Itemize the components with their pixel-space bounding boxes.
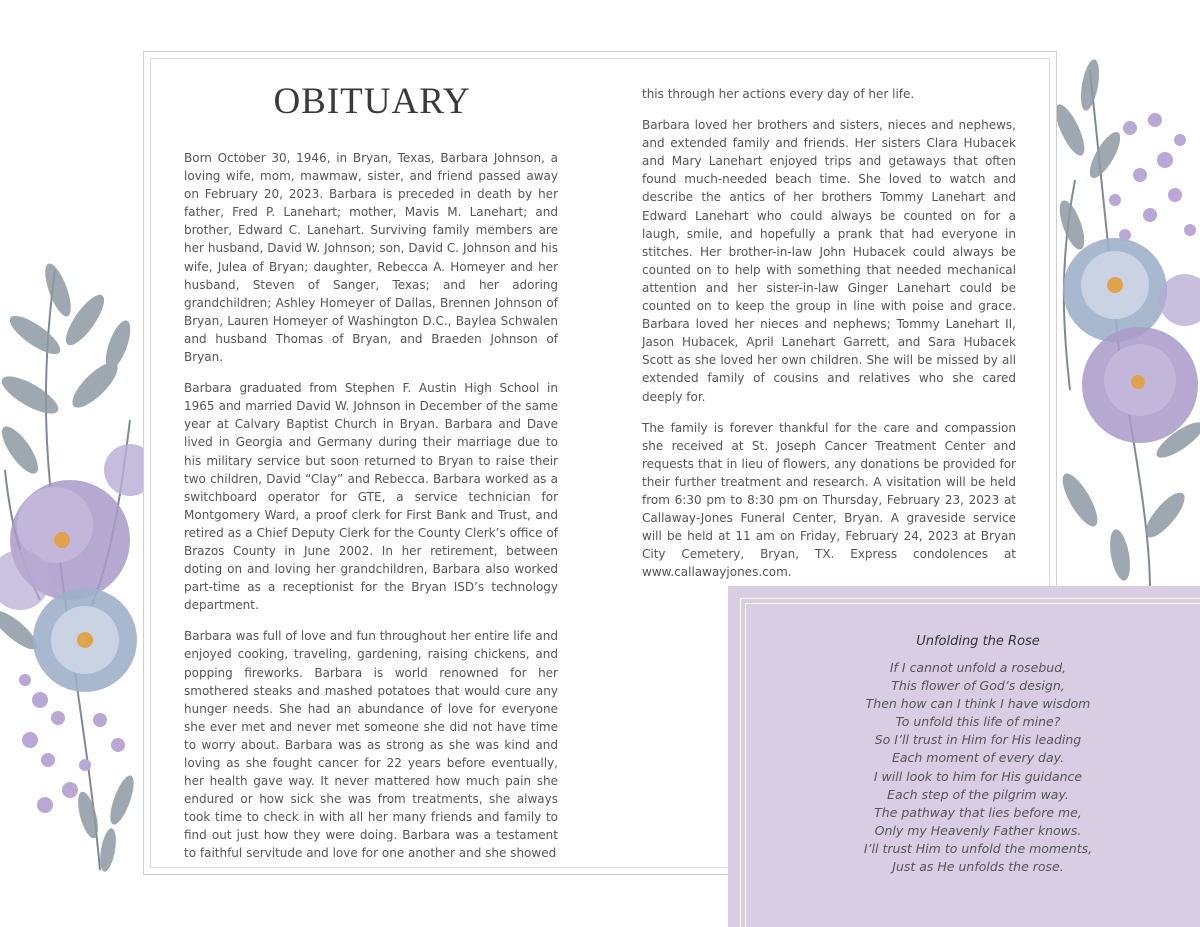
poem-line: To unfold this life of mine?	[895, 714, 1061, 730]
paragraph: this through her actions every day of her life.	[642, 87, 915, 101]
right-flowers	[1063, 238, 1200, 443]
poem-line: If I cannot unfold a rosebud,	[889, 660, 1067, 675]
poem-line: I’ll trust Him to unfold the moments,	[863, 840, 1093, 856]
poem-line: Just as He unfolds the rose.	[892, 859, 1064, 875]
poem-text	[728, 659, 1200, 876]
poem-line: Each step of the pilgrim way.	[887, 786, 1069, 802]
paragraph: Barbara was full of love and fun throughout her entire life and enjoyed cooking, traveling, gardening, raising chickens, and popping fireworks. Barbara is world renowned for her smothered steaks and mashed potatoes that would cure any hunger needs. She had an abundance of love for everyone she ever met and never met someone she did not have time to worry about. Barbara was as strong as she was kind and loving as she fought cancer for 22 years before eventually, her health gave way. It never mattered how much pain she endured or how sick she was from treatments, she always took time to check in with all her many friends and family to find out just how they were doing. Barbara was a testament to faithful servitude and love for one another and she showed	[184, 629, 558, 861]
paragraph: Barbara loved her brothers and sisters, nieces and nephews, and extended family and friends. Her sisters Clara Hubacek and Mary Lanehart enjoyed trips and getaways that often found much-needed beach time. She loved to watch and describe the antics of her brothers Tommy Lanehart and Edward Lanehart who could always be counted on for a laugh, smile, and hopefully a prank that had everyone in stitches. Her brother-in-law John Hubacek could always be counted on to help with something that needed mechanical attention and her sister-in-law Ginger Lanehart could be counted on to keep the group in line with poise and grace. Barbara loved her nieces and nephews; Tommy Lanehart II, Jason Hubacek, April Lanehart Garrett, and Sara Hubacek Scott as she loved her own children. She will be missed by all extended family of cousins and relatives who she cared deeply for.	[642, 118, 1016, 404]
left-flowers	[0, 444, 156, 692]
poem-line: Only my Heavenly Father knows.	[874, 822, 1082, 838]
poem-line: Then how can I think I have wisdom	[865, 696, 1091, 712]
paragraph: Born October 30, 1946, in Bryan, Texas, Barbara Johnson, a loving wife, mom, mawmaw, sister, and friend passed away on February 20, 2023. Barbara is preceded in death by her father, Fred P. Lanehart; mother, Mavis M. Lanehart; and brother, Edward C. Lanehart. Surviving family members are her husband, David W. Johnson; son, David C. Johnson and his wife, Julea of Bryan; daughter, Rebecca A. Homeyer and her husband, Steven of Sanger, Texas; and her adoring grandchildren; Ashley Homeyer of Dallas, Brennen Johnson of Bryan, Lauren Homeyer of Washington D.C., Baylea Schwalen and husband Thomas of Bryan, and Braeden Johnson of Bryan.	[184, 151, 558, 365]
poem-line: I will look to him for His guidance	[873, 768, 1083, 784]
poem-title: Unfolding the Rose	[916, 634, 1040, 649]
poem-line: This flower of God’s design,	[891, 678, 1065, 694]
left-column	[184, 149, 558, 876]
poem-line: Each moment of every day.	[891, 750, 1065, 766]
right-column	[642, 85, 1016, 594]
poem-line: The pathway that lies before me,	[874, 804, 1082, 820]
right-berries	[1109, 113, 1196, 241]
paragraph: The family is forever thankful for the care and compassion she received at St. Joseph Cancer Treatment Center and requests that in lieu of flowers, any donations be provided for their further treatment and research. A visitation will be held from 6:30 pm to 8:30 pm on Thursday, February 23, 2023 at Callaway-Jones Funeral Center, Bryan. A graveside service will be held at 11 am on Friday, February 24, 2023 at Bryan City Cemetery, Bryan, TX. Express condolences at www.callawayjones.com.	[642, 420, 1016, 580]
paragraph: Barbara graduated from Stephen F. Austin High School in 1965 and married David W. Johnson in December of the same year at Calvary Baptist Church in Bryan. Barbara and Dave lived in Georgia and Germany during their marriage due to his military service but soon returned to Bryan to raise their two children, David “Clay” and Rebecca. Barbara worked as a switchboard operator for GTE, a service technician for Montgomery Ward, a proof clerk for First Bank and Trust, and retired as a Chief Deputy Clerk for the County Clerk’s office of Brazos County in June 2002. In her retirement, between doting on and loving her grandchildren, Barbara also worked part-time as a receptionist for the Bryan ISD’s technology department.	[184, 381, 558, 613]
page-title: OBITUARY	[273, 81, 471, 122]
poem-line: So I’ll trust in Him for His leading	[874, 732, 1082, 748]
left-berries	[19, 674, 125, 813]
